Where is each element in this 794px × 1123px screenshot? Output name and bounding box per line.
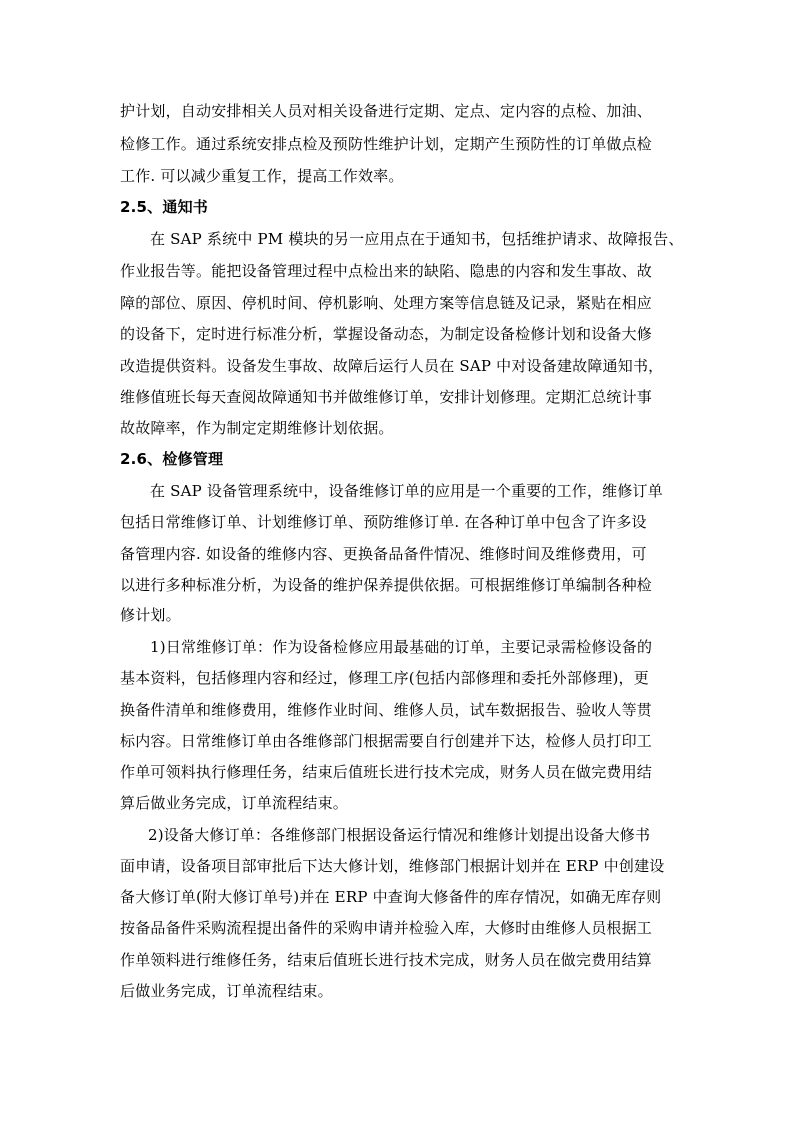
text-line: 换备件清单和维修费用，维修作业时间、维修人员，试车数据报告、验收人等贯: [120, 701, 653, 719]
text-line: 1)日常维修订单：作为设备检修应用最基础的订单，主要记录需检修设备的: [150, 638, 653, 656]
text-line: 备管理内容. 如设备的维修内容、更换备品备件情况、维修时间及维修费用，可: [120, 545, 647, 563]
text-line: 修计划。: [120, 606, 181, 624]
text-line: 障的部位、原因、停机时间、停机影响、处理方案等信息链及记录，紧贴在相应: [120, 294, 653, 312]
text-line: 工作. 可以减少重复工作，提高工作效率。: [120, 167, 404, 185]
text-line: 标内容。日常维修订单由各维修部门根据需要自行创建并下达，检修人员打印工: [120, 732, 653, 750]
section-heading: 2.6、检修管理: [120, 450, 224, 468]
text-line: 算后做业务完成，订单流程结束。: [120, 794, 349, 812]
text-line: 改造提供资料。设备发生事故、故障后运行人员在 SAP 中对设备建故障通知书，: [120, 357, 664, 375]
text-line: 后做业务完成，订单流程结束。: [120, 982, 333, 1000]
text-line: 的设备下，定时进行标准分析，掌握设备动态，为制定设备检修计划和设备大修: [120, 325, 653, 343]
text-line: 2)设备大修订单：各维修部门根据设备运行情况和维修计划提出设备大修书: [148, 826, 651, 844]
text-line: 作单可领料执行修理任务，结束后值班长进行技术完成，财务人员在做完费用结: [120, 763, 653, 781]
text-line: 故故障率，作为制定定期维修计划依据。: [120, 419, 394, 437]
section-heading: 2.5、通知书: [120, 198, 208, 216]
text-line: 在 SAP 系统中 PM 模块的另一应用点在于通知书，包括维护请求、故障报告、: [150, 230, 684, 248]
text-line: 面申请，设备项目部审批后下达大修计划，维修部门根据计划并在 ERP 中创建设: [120, 857, 665, 875]
text-line: 在 SAP 设备管理系统中，设备维修订单的应用是一个重要的工作，维修订单: [150, 482, 663, 500]
text-line: 检修工作。通过系统安排点检及预防性维护计划，定期产生预防性的订单做点检: [120, 135, 653, 153]
text-line: 基本资料，包括修理内容和经过，修理工序(包括内部修理和委托外部修理)，更: [120, 669, 649, 687]
text-line: 以进行多种标准分析，为设备的维护保养提供依据。可根据维修订单编制各种检: [120, 576, 653, 594]
text-line: 护计划，自动安排相关人员对相关设备进行定期、定点、定内容的点检、加油、: [120, 102, 653, 120]
text-line: 维修值班长每天查阅故障通知书并做维修订单，安排计划修理。定期汇总统计事: [120, 388, 653, 406]
text-line: 备大修订单(附大修订单号)并在 ERP 中查询大修备件的库存情况，如确无库存则: [120, 888, 662, 906]
text-line: 作单领料进行维修任务，结束后值班长进行技术完成，财务人员在做完费用结算: [120, 951, 653, 969]
text-line: 作业报告等。能把设备管理过程中点检出来的缺陷、隐患的内容和发生事故、故: [120, 262, 653, 280]
text-line: 按备品备件采购流程提出备件的采购申请并检验入库，大修时由维修人员根据工: [120, 919, 653, 937]
text-line: 包括日常维修订单、计划维修订单、预防维修订单. 在各种订单中包含了许多设: [120, 513, 647, 531]
